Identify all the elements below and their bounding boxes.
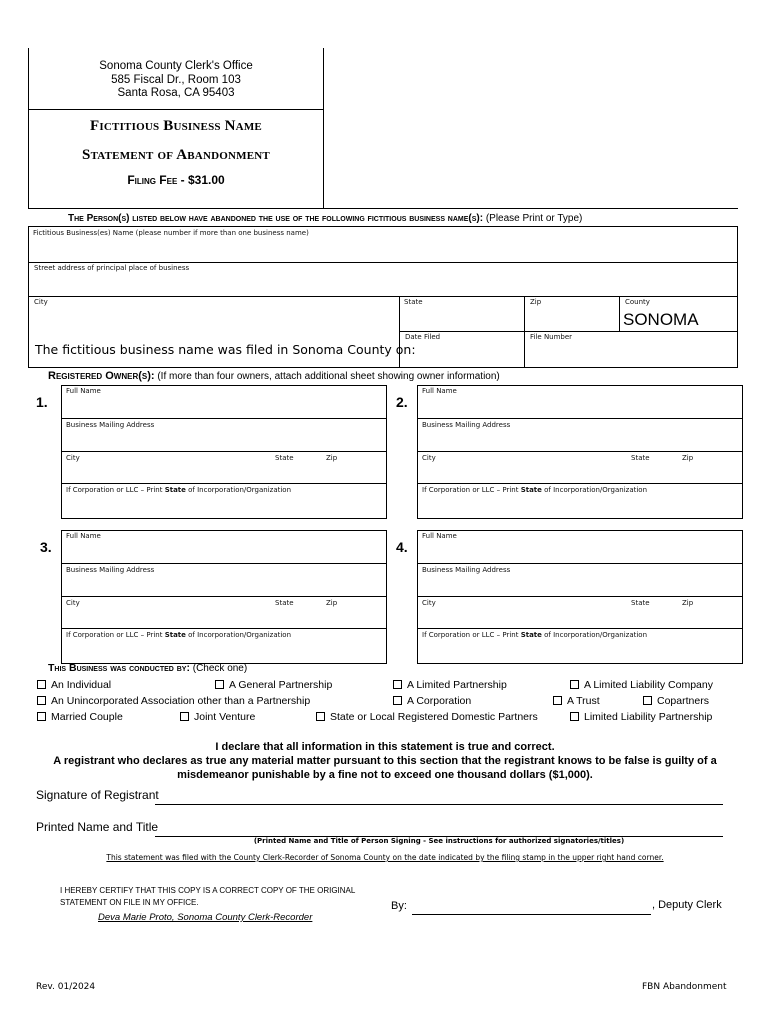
filed-in-text: The fictitious business name was filed in Sonoma County on: xyxy=(35,342,416,357)
owner-box xyxy=(61,530,387,664)
conducted-heading xyxy=(48,662,247,674)
option-label: A Trust xyxy=(567,695,600,707)
owner-zip-field[interactable]: Zip xyxy=(682,599,694,607)
option-label: An Individual xyxy=(51,679,112,691)
fbn-col-divider xyxy=(399,296,400,368)
owner-zip-field[interactable]: Zip xyxy=(682,454,694,462)
owner-box xyxy=(417,530,743,664)
owner-state-field[interactable]: State xyxy=(631,599,650,607)
owner-full-name-field[interactable]: Full Name xyxy=(422,387,457,395)
certify-line1: I HEREBY CERTIFY THAT THIS COPY IS A CORRECT COPY OF THE ORIGINAL xyxy=(60,886,356,895)
owner-mailing-field[interactable]: Business Mailing Address xyxy=(422,566,511,574)
owner-full-name-field[interactable]: Full Name xyxy=(66,532,101,540)
option-label: An Unincorporated Association other than a Partnership xyxy=(51,695,311,707)
office-address-line1: 585 Fiscal Dr., Room 103 xyxy=(111,73,241,86)
by-label: By: xyxy=(391,900,407,912)
business-type-option[interactable] xyxy=(37,679,111,691)
owner-row-divider xyxy=(61,563,387,564)
conducted-heading-text: This Business was conducted by: xyxy=(48,662,190,674)
business-type-option[interactable] xyxy=(570,679,713,691)
checkbox[interactable] xyxy=(37,712,46,721)
owner-full-name-field[interactable]: Full Name xyxy=(422,532,457,540)
county-value: SONOMA xyxy=(623,310,699,329)
city-field[interactable]: City xyxy=(34,298,48,306)
business-type-option[interactable] xyxy=(37,695,310,707)
persons-heading xyxy=(68,213,582,224)
owner-corp-state-field[interactable] xyxy=(422,631,647,639)
business-type-option[interactable] xyxy=(316,711,538,723)
revision-label: Rev. 01/2024 xyxy=(36,982,96,992)
option-label: A General Partnership xyxy=(229,679,333,691)
owner-number: 2. xyxy=(396,394,408,410)
checkbox[interactable] xyxy=(570,680,579,689)
checkbox[interactable] xyxy=(37,696,46,705)
deputy-clerk-label: , Deputy Clerk xyxy=(652,899,722,911)
signature-line[interactable] xyxy=(155,804,723,805)
corp-label-bold: State xyxy=(164,486,186,494)
corp-label-pre: If Corporation or LLC – Print xyxy=(66,631,165,639)
business-type-option[interactable] xyxy=(643,695,709,707)
owner-row-divider xyxy=(417,628,743,629)
owners-heading-note: (If more than four owners, attach additional sheet showing owner information) xyxy=(157,371,500,382)
form-title-line1: Fictitious Business Name xyxy=(90,118,262,134)
owner-row-divider xyxy=(61,483,387,484)
option-label: Married Couple xyxy=(51,711,123,723)
option-label: Copartners xyxy=(657,695,709,707)
option-label: State or Local Registered Domestic Partners xyxy=(330,711,538,723)
business-type-option[interactable] xyxy=(215,679,332,691)
owner-row-divider xyxy=(61,418,387,419)
owner-full-name-field[interactable]: Full Name xyxy=(66,387,101,395)
zip-field[interactable]: Zip xyxy=(530,298,542,306)
business-type-option[interactable] xyxy=(570,711,712,723)
owner-city-field[interactable]: City xyxy=(66,599,80,607)
corp-label-post: of Incorporation/Organization xyxy=(541,486,648,494)
owner-state-field[interactable]: State xyxy=(631,454,650,462)
street-address-field[interactable]: Street address of principal place of business xyxy=(34,264,190,272)
business-type-option[interactable] xyxy=(180,711,255,723)
county-label: County xyxy=(625,298,650,306)
fbn-row-divider xyxy=(399,331,738,332)
owner-number: 4. xyxy=(396,539,408,555)
owner-row-divider xyxy=(417,418,743,419)
owner-row-divider xyxy=(61,628,387,629)
persons-heading-note: (Please Print or Type) xyxy=(485,213,583,224)
fbn-name-field[interactable]: Fictitious Business(es) Name (please number if more than one business name) xyxy=(33,229,309,237)
date-filed-field[interactable]: Date Filed xyxy=(405,333,441,341)
file-number-field[interactable]: File Number xyxy=(530,333,573,341)
owner-row-divider xyxy=(417,483,743,484)
certify-line2: STATEMENT ON FILE IN MY OFFICE. xyxy=(60,898,199,907)
owner-mailing-field[interactable]: Business Mailing Address xyxy=(422,421,511,429)
option-label: A Limited Liability Company xyxy=(584,679,713,691)
owner-box xyxy=(61,385,387,519)
business-type-option[interactable] xyxy=(393,679,507,691)
owner-corp-state-field[interactable] xyxy=(66,631,291,639)
owner-row-divider xyxy=(417,596,743,597)
persons-heading-text: The Person(s) listed below have abandoned the use of the following fictitious business name(s): xyxy=(68,213,484,224)
owner-corp-state-field[interactable] xyxy=(422,486,647,494)
fbn-col-divider xyxy=(524,296,525,368)
owner-row-divider xyxy=(61,596,387,597)
corp-label-bold: State xyxy=(520,486,542,494)
checkbox[interactable] xyxy=(316,712,325,721)
header-divider xyxy=(28,109,324,110)
deputy-signature-line[interactable] xyxy=(412,914,651,915)
corp-label-post: of Incorporation/Organization xyxy=(185,486,292,494)
owner-mailing-field[interactable]: Business Mailing Address xyxy=(66,566,155,574)
corp-label-pre: If Corporation or LLC – Print xyxy=(422,631,521,639)
declaration-line2: A registrant who declares as true any material matter pursuant to this section that the registrant knows to be false is guilty of a xyxy=(53,755,717,767)
checkbox[interactable] xyxy=(180,712,189,721)
owner-row-divider xyxy=(417,451,743,452)
owner-number: 1. xyxy=(36,394,48,410)
form-name-label: FBN Abandonment xyxy=(642,982,727,992)
option-label: Limited Liability Partnership xyxy=(584,711,713,723)
printed-name-note: (Printed Name and Title of Person Signing - See instructions for authorized signatories/titles) xyxy=(253,837,625,845)
office-name: Sonoma County Clerk's Office xyxy=(99,60,253,72)
checkbox[interactable] xyxy=(393,696,402,705)
option-label: A Limited Partnership xyxy=(407,679,507,691)
conducted-heading-note: (Check one) xyxy=(192,663,248,674)
office-block xyxy=(28,60,324,101)
corp-label-bold: State xyxy=(164,631,186,639)
corp-label-post: of Incorporation/Organization xyxy=(541,631,648,639)
signature-label: Signature of Registrant xyxy=(36,788,159,802)
checkbox[interactable] xyxy=(643,696,652,705)
owner-city-field[interactable]: City xyxy=(422,454,436,462)
form-title-line2: Statement of Abandonment xyxy=(82,147,270,163)
owner-city-field[interactable]: City xyxy=(66,454,80,462)
declaration-line1: I declare that all information in this statement is true and correct. xyxy=(215,741,555,753)
fbn-row-divider xyxy=(28,296,738,297)
owner-box xyxy=(417,385,743,519)
owners-heading-text: Registered Owner(s): xyxy=(48,370,155,382)
corp-label-post: of Incorporation/Organization xyxy=(185,631,292,639)
corp-label-pre: If Corporation or LLC – Print xyxy=(66,486,165,494)
checkbox[interactable] xyxy=(393,680,402,689)
filed-statement: This statement was filed with the County Clerk-Recorder of Sonoma County on the date indicated by the filing stamp in the upper right hand corner. xyxy=(106,853,664,862)
option-label: A Corporation xyxy=(407,695,472,707)
corp-label-pre: If Corporation or LLC – Print xyxy=(422,486,521,494)
office-address-line2: Santa Rosa, CA 95403 xyxy=(117,87,235,99)
filing-fee: Filing Fee - $31.00 xyxy=(127,173,225,187)
owner-city-field[interactable]: City xyxy=(422,599,436,607)
business-type-option[interactable] xyxy=(37,711,123,723)
fbn-col-divider xyxy=(619,296,620,331)
owner-state-field[interactable]: State xyxy=(275,454,294,462)
owner-corp-state-field[interactable] xyxy=(66,486,291,494)
business-type-option[interactable] xyxy=(553,695,600,707)
checkbox[interactable] xyxy=(553,696,562,705)
owner-mailing-field[interactable]: Business Mailing Address xyxy=(66,421,155,429)
owner-zip-field[interactable]: Zip xyxy=(326,599,338,607)
fbn-row-divider xyxy=(28,262,738,263)
checkbox[interactable] xyxy=(215,680,224,689)
checkbox[interactable] xyxy=(570,712,579,721)
owner-zip-field[interactable]: Zip xyxy=(326,454,338,462)
checkbox[interactable] xyxy=(37,680,46,689)
corp-label-bold: State xyxy=(520,631,542,639)
owner-row-divider xyxy=(61,451,387,452)
declaration-line3: misdemeanor punishable by a fine not to exceed one thousand dollars ($1,000). xyxy=(177,769,593,781)
owners-heading xyxy=(48,370,500,382)
clerk-name: Deva Marie Proto, Sonoma County Clerk-Recorder xyxy=(98,912,313,923)
printed-name-label: Printed Name and Title xyxy=(36,820,159,834)
owner-state-field[interactable]: State xyxy=(275,599,294,607)
owner-number: 3. xyxy=(40,539,52,555)
state-field[interactable]: State xyxy=(404,298,423,306)
owner-row-divider xyxy=(417,563,743,564)
option-label: Joint Venture xyxy=(194,711,256,723)
section-divider xyxy=(28,208,738,209)
business-type-option[interactable] xyxy=(393,695,471,707)
